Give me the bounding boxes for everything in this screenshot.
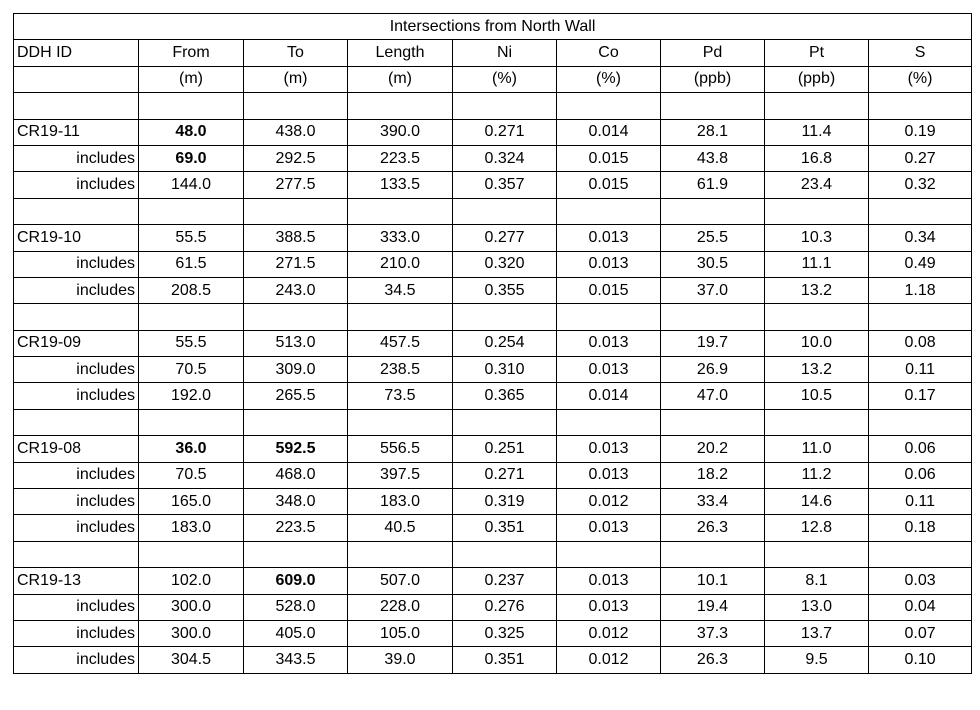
cell-pt: 11.1 [765, 251, 869, 277]
cell-co: 0.013 [557, 251, 661, 277]
cell-ddh-id: CR19-08 [14, 436, 139, 462]
cell-ddh-id: includes [14, 515, 139, 541]
cell-to: 513.0 [244, 330, 348, 356]
cell-ni: 0.320 [453, 251, 557, 277]
cell-from: 165.0 [139, 489, 244, 515]
cell-s: 0.06 [869, 436, 972, 462]
cell-co: 0.012 [557, 647, 661, 673]
cell-ni: 0.310 [453, 357, 557, 383]
empty-cell [453, 304, 557, 330]
column-header-from: From [139, 40, 244, 66]
empty-cell [244, 93, 348, 119]
cell-s: 0.08 [869, 330, 972, 356]
cell-from: 304.5 [139, 647, 244, 673]
cell-length: 133.5 [348, 172, 453, 198]
cell-s: 0.04 [869, 594, 972, 620]
includes-row [14, 172, 972, 198]
empty-cell [348, 409, 453, 435]
cell-from: 102.0 [139, 568, 244, 594]
cell-ni: 0.271 [453, 119, 557, 145]
cell-length: 105.0 [348, 620, 453, 646]
title-row [14, 14, 972, 40]
cell-length: 210.0 [348, 251, 453, 277]
cell-pd: 19.7 [661, 330, 765, 356]
spacer-row [14, 304, 972, 330]
cell-co: 0.013 [557, 462, 661, 488]
empty-cell [139, 198, 244, 224]
cell-co: 0.014 [557, 119, 661, 145]
cell-to: 592.5 [244, 436, 348, 462]
cell-from: 55.5 [139, 225, 244, 251]
empty-cell [139, 93, 244, 119]
cell-pd: 25.5 [661, 225, 765, 251]
cell-pd: 26.3 [661, 515, 765, 541]
cell-s: 0.07 [869, 620, 972, 646]
cell-s: 0.32 [869, 172, 972, 198]
includes-row [14, 515, 972, 541]
cell-ni: 0.319 [453, 489, 557, 515]
empty-cell [869, 93, 972, 119]
cell-ni: 0.276 [453, 594, 557, 620]
cell-length: 183.0 [348, 489, 453, 515]
cell-length: 457.5 [348, 330, 453, 356]
cell-from: 55.5 [139, 330, 244, 356]
cell-s: 0.11 [869, 489, 972, 515]
includes-row [14, 647, 972, 673]
cell-from: 183.0 [139, 515, 244, 541]
cell-from: 61.5 [139, 251, 244, 277]
cell-co: 0.012 [557, 489, 661, 515]
cell-length: 34.5 [348, 277, 453, 303]
hole-row [14, 436, 972, 462]
cell-ni: 0.357 [453, 172, 557, 198]
includes-row [14, 145, 972, 171]
cell-pt: 11.0 [765, 436, 869, 462]
includes-row [14, 251, 972, 277]
cell-pt: 8.1 [765, 568, 869, 594]
column-header-s: S [869, 40, 972, 66]
column-header-to: To [244, 40, 348, 66]
hole-row [14, 119, 972, 145]
cell-ni: 0.277 [453, 225, 557, 251]
empty-cell [869, 409, 972, 435]
cell-length: 223.5 [348, 145, 453, 171]
cell-pt: 11.2 [765, 462, 869, 488]
cell-to: 528.0 [244, 594, 348, 620]
column-unit-to: (m) [244, 66, 348, 92]
cell-pt: 10.0 [765, 330, 869, 356]
empty-cell [244, 198, 348, 224]
cell-pt: 16.8 [765, 145, 869, 171]
cell-pt: 23.4 [765, 172, 869, 198]
cell-co: 0.014 [557, 383, 661, 409]
cell-ddh-id: CR19-09 [14, 330, 139, 356]
empty-cell [661, 93, 765, 119]
cell-pd: 43.8 [661, 145, 765, 171]
column-unit-s: (%) [869, 66, 972, 92]
empty-cell [557, 541, 661, 567]
cell-pd: 18.2 [661, 462, 765, 488]
includes-row [14, 620, 972, 646]
column-unit-pd: (ppb) [661, 66, 765, 92]
empty-cell [557, 93, 661, 119]
spacer-row [14, 541, 972, 567]
cell-co: 0.013 [557, 515, 661, 541]
cell-ddh-id: CR19-10 [14, 225, 139, 251]
cell-s: 0.03 [869, 568, 972, 594]
cell-pd: 26.9 [661, 357, 765, 383]
cell-co: 0.013 [557, 225, 661, 251]
cell-ddh-id: includes [14, 383, 139, 409]
cell-length: 39.0 [348, 647, 453, 673]
empty-cell [765, 93, 869, 119]
cell-to: 348.0 [244, 489, 348, 515]
cell-length: 228.0 [348, 594, 453, 620]
cell-pd: 37.0 [661, 277, 765, 303]
cell-ddh-id: includes [14, 594, 139, 620]
cell-s: 0.34 [869, 225, 972, 251]
cell-to: 388.5 [244, 225, 348, 251]
cell-co: 0.012 [557, 620, 661, 646]
empty-cell [661, 198, 765, 224]
cell-s: 0.06 [869, 462, 972, 488]
empty-cell [244, 541, 348, 567]
cell-co: 0.015 [557, 277, 661, 303]
empty-cell [453, 93, 557, 119]
cell-co: 0.015 [557, 172, 661, 198]
empty-cell [557, 409, 661, 435]
cell-ddh-id: includes [14, 462, 139, 488]
column-header-length: Length [348, 40, 453, 66]
cell-ddh-id: includes [14, 489, 139, 515]
cell-pd: 26.3 [661, 647, 765, 673]
cell-from: 70.5 [139, 357, 244, 383]
cell-pt: 13.7 [765, 620, 869, 646]
cell-to: 438.0 [244, 119, 348, 145]
empty-cell [557, 304, 661, 330]
includes-row [14, 357, 972, 383]
cell-to: 468.0 [244, 462, 348, 488]
cell-to: 271.5 [244, 251, 348, 277]
empty-cell [14, 409, 139, 435]
cell-s: 0.27 [869, 145, 972, 171]
cell-pt: 10.3 [765, 225, 869, 251]
column-unit-ddh-id [14, 66, 139, 92]
cell-pt: 13.0 [765, 594, 869, 620]
cell-ni: 0.254 [453, 330, 557, 356]
cell-from: 144.0 [139, 172, 244, 198]
hole-row [14, 568, 972, 594]
header-row [14, 40, 972, 66]
column-header-ni: Ni [453, 40, 557, 66]
cell-ddh-id: CR19-11 [14, 119, 139, 145]
cell-to: 343.5 [244, 647, 348, 673]
empty-cell [348, 198, 453, 224]
cell-pt: 13.2 [765, 357, 869, 383]
cell-pt: 14.6 [765, 489, 869, 515]
cell-s: 0.17 [869, 383, 972, 409]
cell-length: 390.0 [348, 119, 453, 145]
cell-ni: 0.365 [453, 383, 557, 409]
empty-cell [869, 304, 972, 330]
column-header-pt: Pt [765, 40, 869, 66]
cell-co: 0.013 [557, 594, 661, 620]
cell-ni: 0.325 [453, 620, 557, 646]
empty-cell [244, 304, 348, 330]
empty-cell [139, 541, 244, 567]
cell-to: 405.0 [244, 620, 348, 646]
cell-pd: 61.9 [661, 172, 765, 198]
cell-co: 0.013 [557, 357, 661, 383]
includes-row [14, 594, 972, 620]
includes-row [14, 383, 972, 409]
column-unit-length: (m) [348, 66, 453, 92]
empty-cell [14, 541, 139, 567]
intersections-table [13, 13, 972, 674]
cell-pd: 33.4 [661, 489, 765, 515]
cell-ddh-id: includes [14, 251, 139, 277]
cell-from: 300.0 [139, 620, 244, 646]
cell-to: 292.5 [244, 145, 348, 171]
cell-ni: 0.324 [453, 145, 557, 171]
cell-ni: 0.351 [453, 515, 557, 541]
cell-pt: 13.2 [765, 277, 869, 303]
empty-cell [765, 304, 869, 330]
cell-pt: 12.8 [765, 515, 869, 541]
empty-cell [139, 304, 244, 330]
cell-to: 609.0 [244, 568, 348, 594]
cell-ddh-id: includes [14, 145, 139, 171]
empty-cell [348, 304, 453, 330]
cell-ni: 0.251 [453, 436, 557, 462]
cell-to: 277.5 [244, 172, 348, 198]
cell-from: 36.0 [139, 436, 244, 462]
table-title: Intersections from North Wall [14, 14, 972, 40]
cell-from: 208.5 [139, 277, 244, 303]
cell-to: 223.5 [244, 515, 348, 541]
cell-from: 69.0 [139, 145, 244, 171]
spacer-row [14, 93, 972, 119]
hole-row [14, 225, 972, 251]
column-header-co: Co [557, 40, 661, 66]
empty-cell [557, 198, 661, 224]
includes-row [14, 462, 972, 488]
cell-co: 0.015 [557, 145, 661, 171]
cell-ni: 0.271 [453, 462, 557, 488]
cell-to: 265.5 [244, 383, 348, 409]
cell-ddh-id: includes [14, 172, 139, 198]
cell-pd: 28.1 [661, 119, 765, 145]
cell-ddh-id: CR19-13 [14, 568, 139, 594]
empty-cell [765, 541, 869, 567]
cell-length: 507.0 [348, 568, 453, 594]
cell-ddh-id: includes [14, 647, 139, 673]
cell-s: 0.10 [869, 647, 972, 673]
cell-pd: 20.2 [661, 436, 765, 462]
cell-ddh-id: includes [14, 620, 139, 646]
empty-cell [14, 304, 139, 330]
cell-pd: 37.3 [661, 620, 765, 646]
cell-length: 40.5 [348, 515, 453, 541]
cell-length: 238.5 [348, 357, 453, 383]
cell-length: 73.5 [348, 383, 453, 409]
cell-ni: 0.355 [453, 277, 557, 303]
empty-cell [765, 409, 869, 435]
column-header-ddh-id: DDH ID [14, 40, 139, 66]
cell-s: 0.19 [869, 119, 972, 145]
cell-pd: 10.1 [661, 568, 765, 594]
cell-ddh-id: includes [14, 357, 139, 383]
cell-pt: 11.4 [765, 119, 869, 145]
empty-cell [139, 409, 244, 435]
empty-cell [244, 409, 348, 435]
column-unit-from: (m) [139, 66, 244, 92]
cell-length: 556.5 [348, 436, 453, 462]
cell-pt: 10.5 [765, 383, 869, 409]
empty-cell [869, 198, 972, 224]
cell-ni: 0.237 [453, 568, 557, 594]
cell-length: 333.0 [348, 225, 453, 251]
empty-cell [661, 541, 765, 567]
cell-to: 243.0 [244, 277, 348, 303]
cell-from: 48.0 [139, 119, 244, 145]
column-unit-co: (%) [557, 66, 661, 92]
empty-cell [14, 198, 139, 224]
empty-cell [661, 304, 765, 330]
empty-cell [348, 93, 453, 119]
empty-cell [14, 93, 139, 119]
empty-cell [765, 198, 869, 224]
cell-pd: 30.5 [661, 251, 765, 277]
cell-ddh-id: includes [14, 277, 139, 303]
column-unit-pt: (ppb) [765, 66, 869, 92]
cell-from: 70.5 [139, 462, 244, 488]
empty-cell [869, 541, 972, 567]
cell-pd: 47.0 [661, 383, 765, 409]
column-unit-ni: (%) [453, 66, 557, 92]
cell-co: 0.013 [557, 330, 661, 356]
cell-from: 192.0 [139, 383, 244, 409]
cell-length: 397.5 [348, 462, 453, 488]
cell-co: 0.013 [557, 568, 661, 594]
cell-pd: 19.4 [661, 594, 765, 620]
spacer-row [14, 409, 972, 435]
empty-cell [661, 409, 765, 435]
empty-cell [453, 541, 557, 567]
cell-to: 309.0 [244, 357, 348, 383]
cell-from: 300.0 [139, 594, 244, 620]
cell-co: 0.013 [557, 436, 661, 462]
includes-row [14, 489, 972, 515]
column-header-pd: Pd [661, 40, 765, 66]
empty-cell [453, 198, 557, 224]
cell-s: 0.18 [869, 515, 972, 541]
hole-row [14, 330, 972, 356]
spacer-row [14, 198, 972, 224]
unit-row [14, 66, 972, 92]
cell-ni: 0.351 [453, 647, 557, 673]
cell-s: 1.18 [869, 277, 972, 303]
cell-s: 0.49 [869, 251, 972, 277]
cell-s: 0.11 [869, 357, 972, 383]
empty-cell [453, 409, 557, 435]
cell-pt: 9.5 [765, 647, 869, 673]
includes-row [14, 277, 972, 303]
empty-cell [348, 541, 453, 567]
